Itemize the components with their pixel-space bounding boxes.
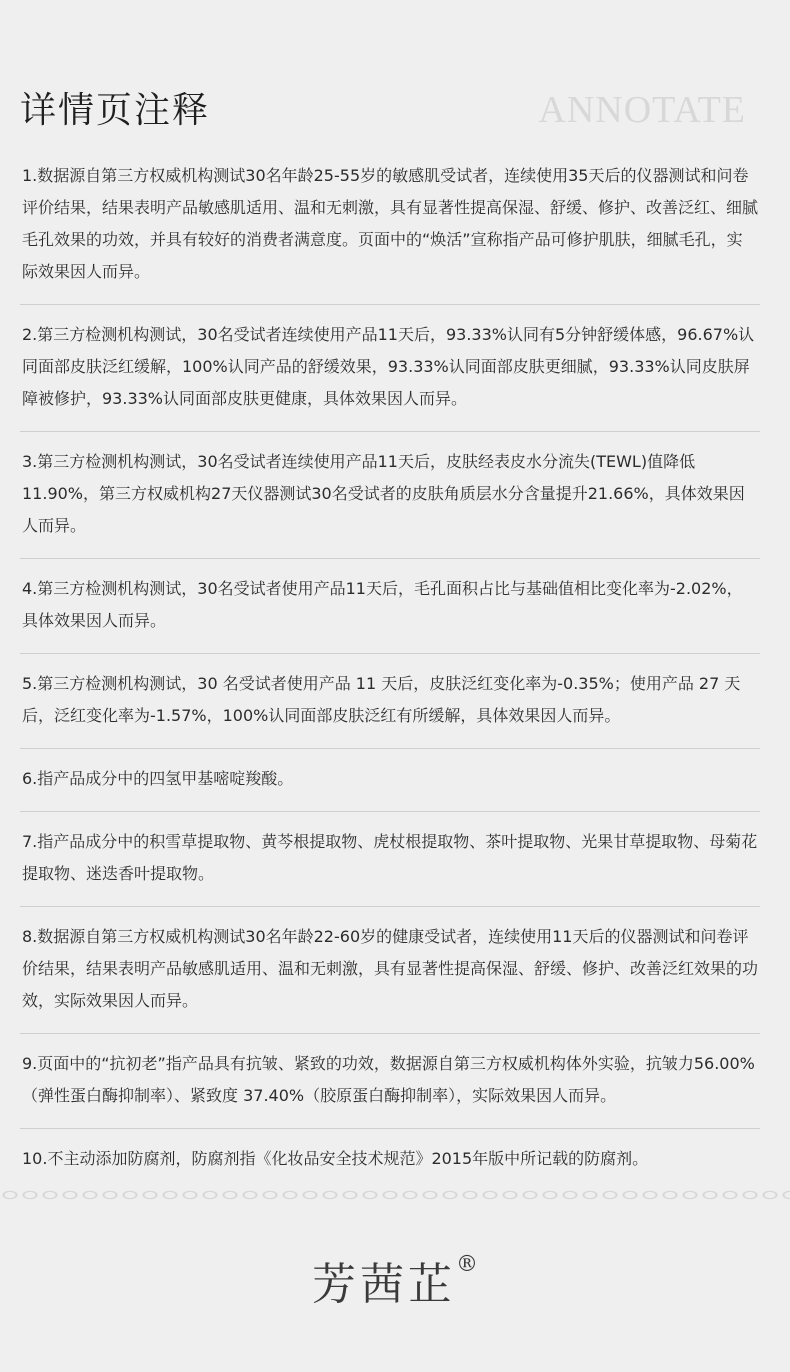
divider [20,906,760,907]
divider [20,431,760,432]
note-3: 3.第三方检测机构测试，30名受试者连续使用产品11天后，皮肤经表皮水分流失(TEWL)值降低11.90%，第三方权威机构27天仪器测试30名受试者的皮肤角质层水分含量提升21.66%，具体效果因人而异。 [22,452,745,535]
divider [20,1033,760,1034]
divider [20,811,760,812]
page-title: 详情页注释 [20,90,211,131]
note-4: 4.第三方检测机构测试，30名受试者使用产品11天后，毛孔面积占比与基础值相比变化率为-2.02%，具体效果因人而异。 [22,579,743,630]
note-8: 8.数据源自第三方权威机构测试30名年龄22-60岁的健康受试者，连续使用11天后的仪器测试和问卷评价结果，结果表明产品敏感肌适用、温和无刺激，具有显著性提高保湿、舒缓、修护、改善泛红效果的功效，实际效果因人而异。 [22,927,759,1010]
note-2: 2.第三方检测机构测试，30名受试者连续使用产品11天后，93.33%认同有5分钟舒缓体感，96.67%认同面部皮肤泛红缓解，100%认同产品的舒缓效果，93.33%认同面部皮肤更细腻，93.33%认同皮肤屏障被修护，93.33%认同面部皮肤更健康，具体效果因人而异。 [22,325,755,408]
notes-list [20,160,760,1175]
chain-border-decoration [0,1186,790,1204]
divider [20,1128,760,1129]
divider [20,558,760,559]
brand-name: 芳茜芷 [312,1259,456,1310]
registered-mark: ® [456,1252,478,1277]
brand-logo [0,1248,790,1312]
note-10: 10.不主动添加防腐剂，防腐剂指《化妆品安全技术规范》2015年版中所记载的防腐剂。 [22,1149,649,1168]
divider [20,653,760,654]
note-1: 1.数据源自第三方权威机构测试30名年龄25-55岁的敏感肌受试者，连续使用35天后的仪器测试和问卷评价结果，结果表明产品敏感肌适用、温和无刺激，具有显著性提高保湿、舒缓、修护、改善泛红、细腻毛孔效果的功效，并具有较好的消费者满意度。页面中的“焕活”宣称指产品可修护肌肤，细腻毛孔，实际效果因人而异。 [22,166,759,281]
divider [20,748,760,749]
note-5: 5.第三方检测机构测试，30 名受试者使用产品 11 天后，皮肤泛红变化率为-0.35%；使用产品 27 天后，泛红变化率为-1.57%，100%认同面部皮肤泛红有所缓解，具体效果因人而异。 [22,674,741,725]
note-7: 7.指产品成分中的积雪草提取物、黄芩根提取物、虎杖根提取物、茶叶提取物、光果甘草提取物、母菊花提取物、迷迭香叶提取物。 [22,832,758,883]
header [0,0,790,150]
watermark-text: ANNOTATE [538,89,746,131]
note-6: 6.指产品成分中的四氢甲基嘧啶羧酸。 [22,769,294,788]
divider [20,304,760,305]
note-9: 9.页面中的“抗初老”指产品具有抗皱、紧致的功效，数据源自第三方权威机构体外实验，抗皱力56.00%（弹性蛋白酶抑制率）、紧致度 37.40%（胶原蛋白酶抑制率），实际效果因人而异。 [22,1054,755,1105]
